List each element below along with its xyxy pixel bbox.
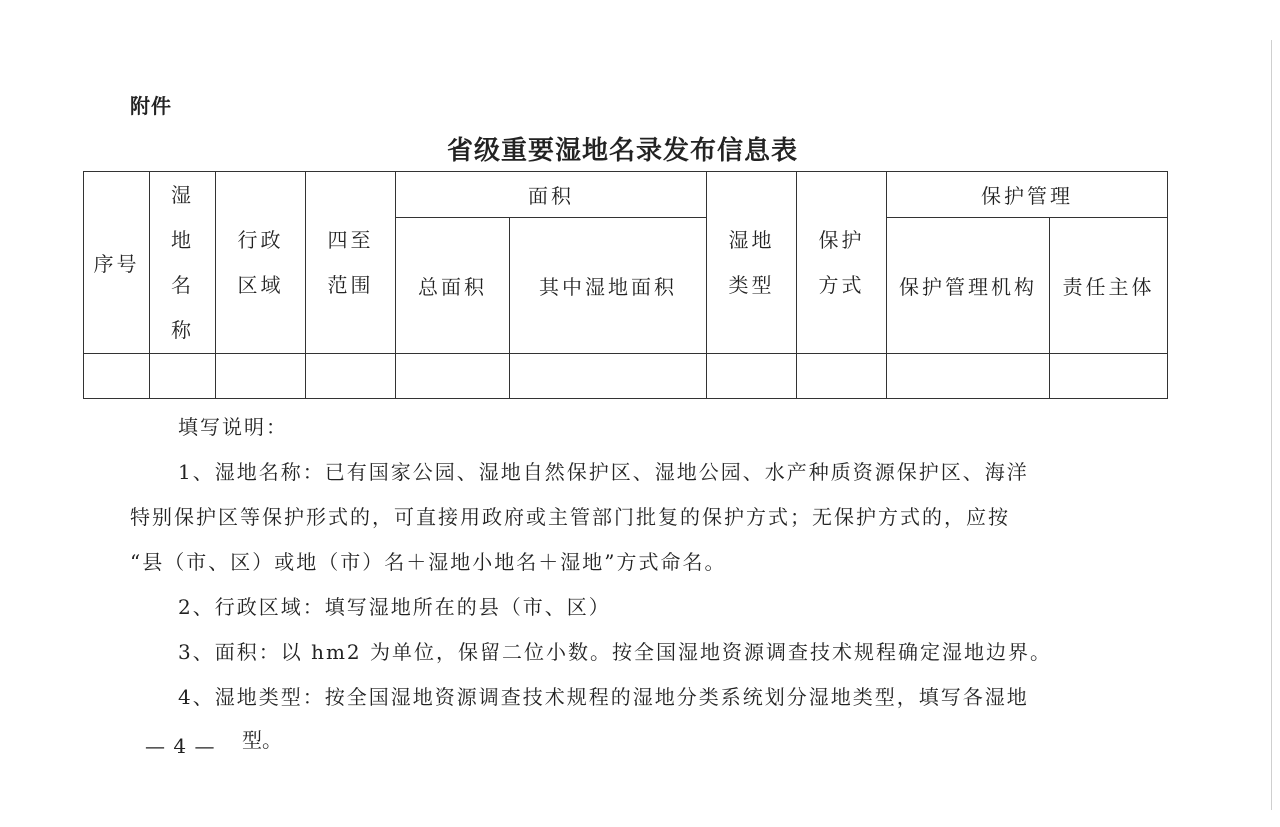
note-last-fragment: 型。 bbox=[242, 728, 282, 752]
table-cell bbox=[510, 354, 707, 399]
header-protection-method: 保护 方式 bbox=[797, 172, 887, 354]
header-wetland-area: 其中湿地面积 bbox=[510, 218, 707, 354]
header-total-area: 总面积 bbox=[396, 218, 510, 354]
table-cell bbox=[887, 354, 1050, 399]
document-title: 省级重要湿地名录发布信息表 bbox=[446, 136, 798, 166]
table-cell bbox=[306, 354, 396, 399]
attachment-label: 附件 bbox=[130, 94, 172, 118]
header-agency: 保护管理机构 bbox=[887, 218, 1050, 354]
header-wetland-type: 湿地 类型 bbox=[707, 172, 797, 354]
header-management: 保护管理 bbox=[887, 172, 1168, 218]
table-cell bbox=[797, 354, 887, 399]
note-line: 1、湿地名称：已有国家公园、湿地自然保护区、湿地公园、水产种质资源保护区、海洋 bbox=[178, 460, 1029, 484]
header-wetland-name: 湿 地 名 称 bbox=[150, 172, 216, 354]
notes-heading: 填写说明： bbox=[178, 415, 288, 439]
table-cell bbox=[396, 354, 510, 399]
header-boundary: 四至 范围 bbox=[306, 172, 396, 354]
note-line: 3、面积：以 hm2 为单位，保留二位小数。按全国湿地资源调查技术规程确定湿地边界。 bbox=[178, 640, 1053, 664]
note-line: “县（市、区）或地（市）名＋湿地小地名＋湿地”方式命名。 bbox=[130, 550, 727, 574]
note-line: 4、湿地类型：按全国湿地资源调查技术规程的湿地分类系统划分湿地类型，填写各湿地 bbox=[178, 685, 1029, 709]
header-area: 面积 bbox=[396, 172, 707, 218]
page-number: — 4 — bbox=[145, 734, 216, 758]
page-edge-line bbox=[1271, 40, 1272, 810]
table-cell bbox=[84, 354, 150, 399]
wetland-info-table bbox=[83, 171, 1168, 399]
table-row bbox=[84, 354, 1168, 399]
header-responsible: 责任主体 bbox=[1050, 218, 1168, 354]
table-cell bbox=[216, 354, 306, 399]
note-line: 2、行政区域：填写湿地所在的县（市、区） bbox=[178, 595, 611, 619]
header-seq: 序号 bbox=[84, 172, 150, 354]
filling-instructions bbox=[130, 405, 1120, 720]
header-region: 行政 区域 bbox=[216, 172, 306, 354]
table-cell bbox=[707, 354, 797, 399]
table-cell bbox=[1050, 354, 1168, 399]
table-header-row bbox=[84, 172, 1168, 218]
table-cell bbox=[150, 354, 216, 399]
note-line: 特别保护区等保护形式的，可直接用政府或主管部门批复的保护方式；无保护方式的，应按 bbox=[130, 505, 1010, 529]
